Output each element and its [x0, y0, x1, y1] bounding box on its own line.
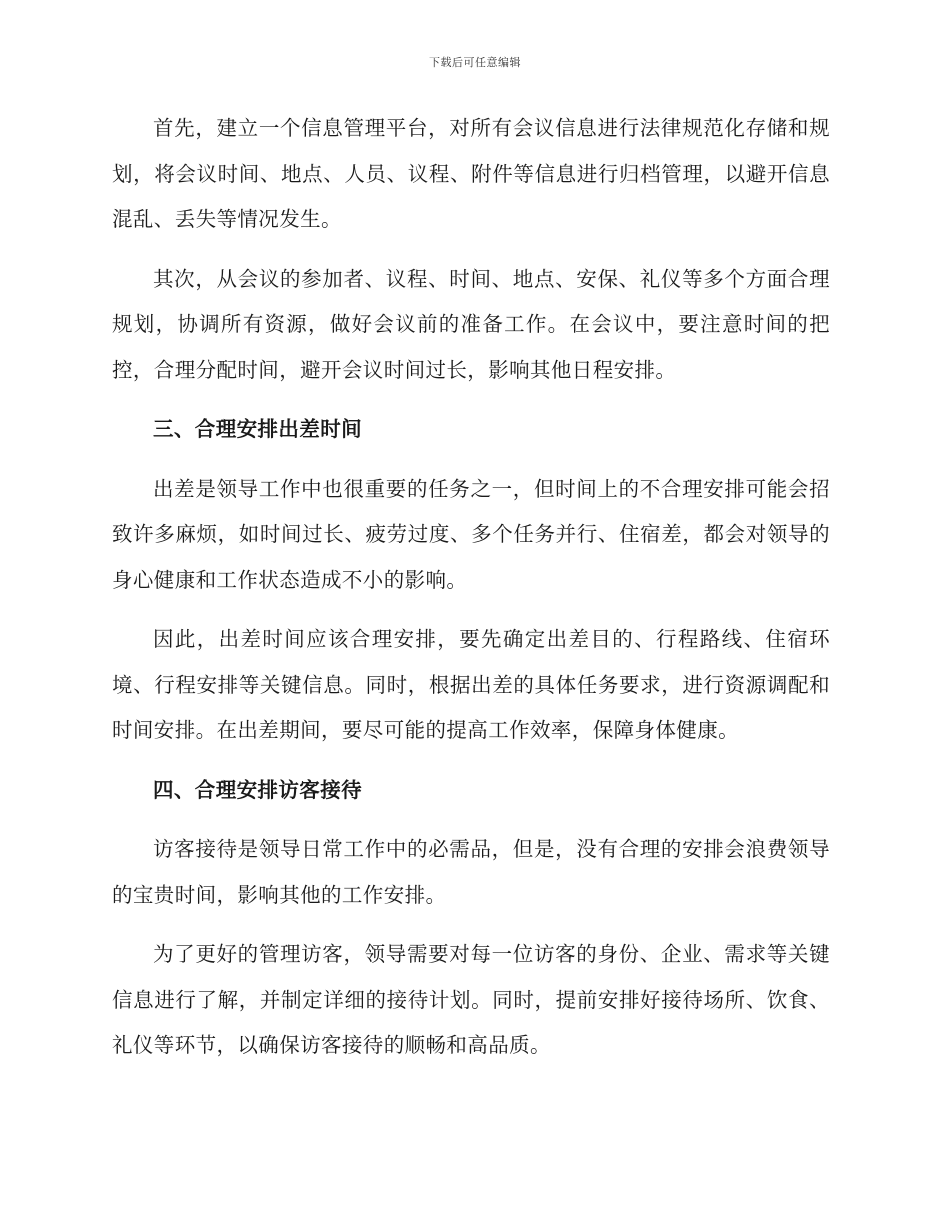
paragraph-meeting-planning: 其次，从会议的参加者、议程、时间、地点、安保、礼仪等多个方面合理规划，协调所有资源，做好会议前的准备工作。在会议中，要注意时间的把控，合理分配时间，避开会议时间过长，影响其他日程安排。: [112, 266, 830, 382]
paragraph-trip-issues: 出差是领导工作中也很重要的任务之一，但时间上的不合理安排可能会招致许多麻烦，如时间过长、疲劳过度、多个任务并行、住宿差，都会对领导的身心健康和工作状态造成不小的影响。: [112, 476, 830, 592]
section-heading-visitor-reception: 四、合理安排访客接待: [153, 777, 362, 802]
page-header-note: 下载后可任意编辑: [429, 56, 521, 69]
section-heading-business-trip: 三、合理安排出差时间: [153, 417, 362, 441]
paragraph-reception-plan: 为了更好的管理访客，领导需要对每一位访客的身份、企业、需求等关键信息进行了解，并制定详细的接待计划。同时，提前安排好接待场所、饮食、礼仪等环节，以确保访客接待的顺畅和高品质。: [112, 942, 830, 1057]
paragraph-reception-importance: 访客接待是领导日常工作中的必需品，但是，没有合理的安排会浪费领导的宝贵时间，影响其他的工作安排。: [112, 837, 830, 907]
paragraph-trip-arrangement: 因此，出差时间应该合理安排，要先确定出差目的、行程路线、住宿环境、行程安排等关键信息。同时，根据出差的具体任务要求，进行资源调配和时间安排。在出差期间，要尽可能的提高工作效率，保障身体健康。: [112, 627, 830, 742]
document-body: [112, 106, 830, 1083]
paragraph-info-platform: 首先，建立一个信息管理平台，对所有会议信息进行法律规范化存储和规划，将会议时间、地点、人员、议程、附件等信息进行归档管理，以避开信息混乱、丢失等情况发生。: [112, 116, 830, 231]
